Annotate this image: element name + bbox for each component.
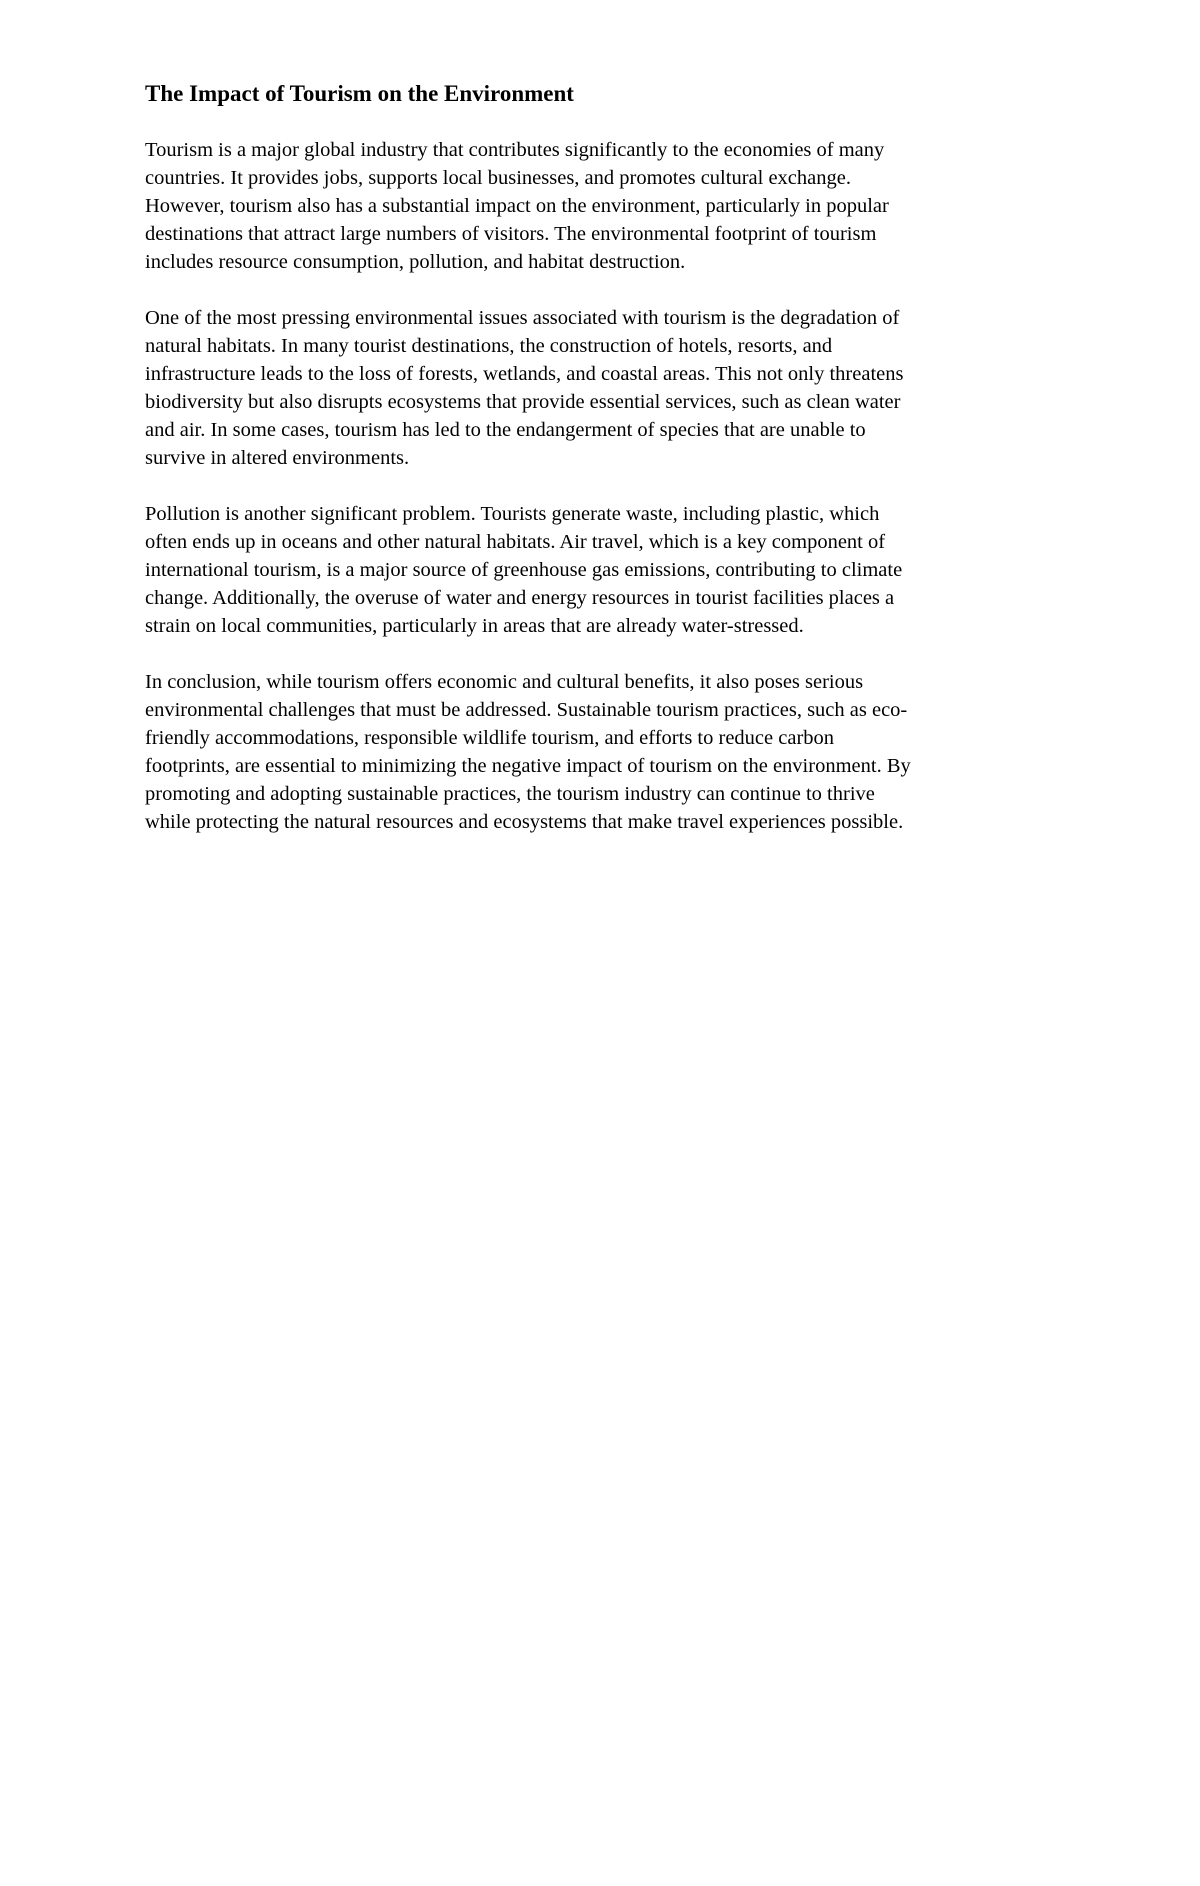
paragraph-intro	[145, 136, 1050, 276]
document-page	[145, 80, 1050, 864]
text-line: countries. It provides jobs, supports local businesses, and promotes cultural exchange.	[145, 167, 851, 189]
text-line: One of the most pressing environmental issues associated with tourism is the degradation of	[145, 307, 900, 329]
text-line: environmental challenges that must be addressed. Sustainable tourism practices, such as eco-	[145, 699, 908, 721]
text-line: However, tourism also has a substantial impact on the environment, particularly in popular	[145, 195, 889, 217]
text-line: strain on local communities, particularly in areas that are already water-stressed.	[145, 615, 804, 637]
text-line: natural habitats. In many tourist destinations, the construction of hotels, resorts, and	[145, 335, 833, 357]
text-line: infrastructure leads to the loss of forests, wetlands, and coastal areas. This not only threatens	[145, 363, 904, 385]
text-line: survive in altered environments.	[145, 447, 410, 469]
text-line: biodiversity but also disrupts ecosystems that provide essential services, such as clean water	[145, 391, 901, 413]
text-line: often ends up in oceans and other natural habitats. Air travel, which is a key component of	[145, 531, 886, 553]
text-line: friendly accommodations, responsible wildlife tourism, and efforts to reduce carbon	[145, 727, 835, 749]
text-line: destinations that attract large numbers of visitors. The environmental footprint of tourism	[145, 223, 877, 245]
text-line: international tourism, is a major source of greenhouse gas emissions, contributing to climate	[145, 559, 903, 581]
document-title: The Impact of Tourism on the Environment	[145, 81, 574, 106]
paragraph-habitats	[145, 304, 1050, 472]
text-line: and air. In some cases, tourism has led to the endangerment of species that are unable to	[145, 419, 866, 441]
text-line: In conclusion, while tourism offers economic and cultural benefits, it also poses serious	[145, 671, 864, 693]
text-line: promoting and adopting sustainable practices, the tourism industry can continue to thrive	[145, 783, 875, 805]
text-line: Pollution is another significant problem. Tourists generate waste, including plastic, which	[145, 503, 880, 525]
paragraph-conclusion	[145, 668, 1050, 836]
text-line: includes resource consumption, pollution, and habitat destruction.	[145, 251, 686, 273]
text-line: footprints, are essential to minimizing the negative impact of tourism on the environment. By	[145, 755, 911, 777]
text-line: change. Additionally, the overuse of water and energy resources in tourist facilities places a	[145, 587, 895, 609]
text-line: Tourism is a major global industry that contributes significantly to the economies of many	[145, 139, 885, 161]
paragraph-pollution	[145, 500, 1050, 640]
text-line: while protecting the natural resources and ecosystems that make travel experiences possible.	[145, 811, 904, 833]
